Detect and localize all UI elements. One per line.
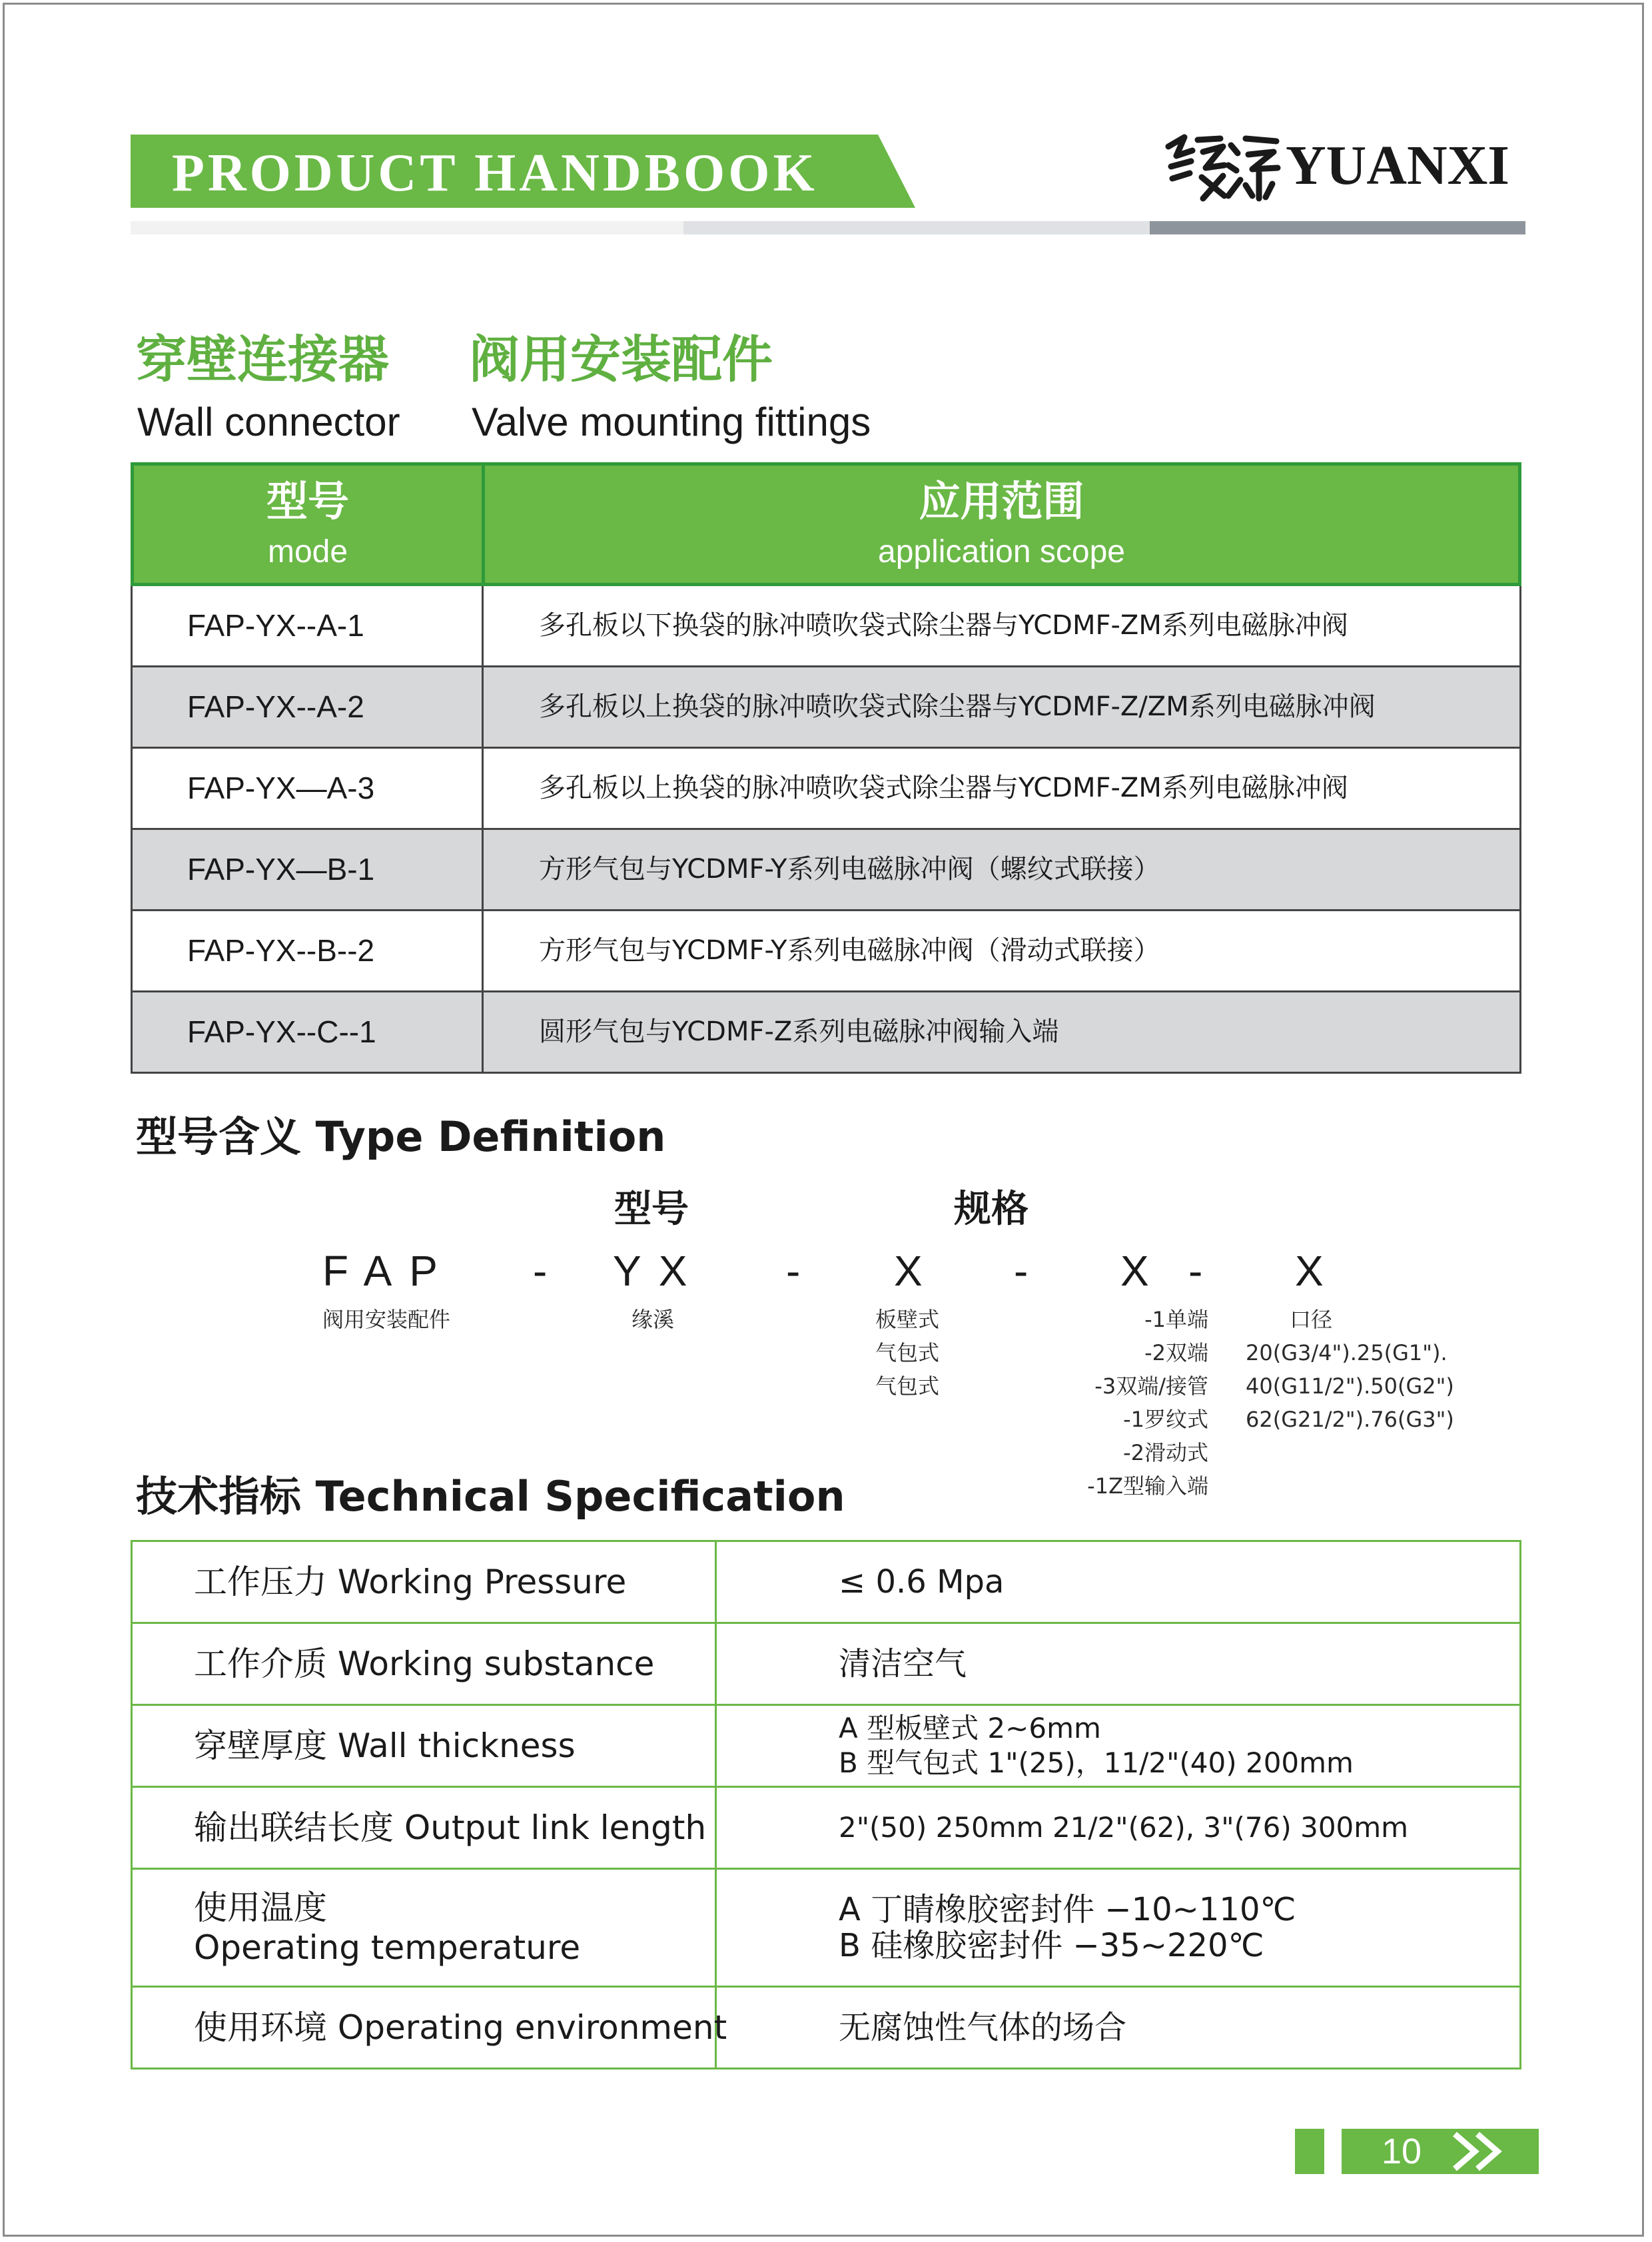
application-scope: 多孔板以下换袋的脉冲喷吹袋式除尘器与YCDMF-ZM系列电磁脉冲阀 xyxy=(539,610,1348,641)
type-desc-size-title: 口径 xyxy=(1290,1307,1333,1332)
type-desc-end-item: -2滑动式 xyxy=(1123,1440,1208,1465)
section-title-en-wall-connector: Wall connector xyxy=(137,400,400,444)
spec-label xyxy=(194,1706,576,1786)
column-divider xyxy=(715,1788,717,1868)
spec-label xyxy=(194,1788,706,1868)
column-divider xyxy=(715,1542,717,1622)
spec-value-line: A 丁睛橡胶密封件 −10~110℃ xyxy=(839,1891,1296,1928)
type-desc-size-item: 20(G3/4").25(G1"). xyxy=(1246,1340,1447,1365)
type-code-x-form: X xyxy=(894,1247,940,1295)
model-code: FAP-YX—B-1 xyxy=(187,852,375,887)
type-label-spec: 规格 xyxy=(954,1188,1029,1231)
table-row xyxy=(131,586,1521,667)
model-code: FAP-YX—A-3 xyxy=(187,771,375,805)
application-scope: 圆形气包与YCDMF-Z系列电磁脉冲阀输入端 xyxy=(539,1016,1059,1047)
header-title: PRODUCT HANDBOOK xyxy=(172,144,818,202)
type-code-dash: - xyxy=(1188,1247,1203,1295)
page-number: 10 xyxy=(1381,2131,1422,2171)
table-row xyxy=(133,1870,1519,1988)
header-divider-mid xyxy=(683,221,1150,234)
double-chevron-right-icon xyxy=(1446,2130,1539,2173)
header-scope-cn: 应用范围 xyxy=(919,477,1084,526)
model-code: FAP-YX--B--2 xyxy=(187,933,375,968)
section-title-cn-wall-connector: 穿壁连接器 xyxy=(136,330,389,389)
spec-label-line: Operating temperature xyxy=(194,1928,581,1967)
model-code: FAP-YX--C--1 xyxy=(187,1014,376,1049)
header-divider-dark xyxy=(1150,221,1525,234)
spec-value xyxy=(839,1870,1296,1986)
header-divider-light xyxy=(131,221,683,234)
brand-calligraphy-logo xyxy=(1159,127,1286,206)
type-desc-form xyxy=(875,1303,939,1403)
spec-label-line: 输出联结长度 Output link length xyxy=(194,1808,707,1847)
application-scope: 方形气包与YCDMF-Y系列电磁脉冲阀（滑动式联接） xyxy=(539,935,1160,966)
spec-value-line: ≤ 0.6 Mpa xyxy=(839,1563,1005,1601)
section-title-cn-valve-fittings: 阀用安装配件 xyxy=(469,330,773,389)
header-scope-en: application scope xyxy=(878,534,1125,569)
type-desc-form-item: 气包式 xyxy=(875,1340,940,1365)
header-mode-cn: 型号 xyxy=(266,477,349,526)
spec-label-line: 使用温度 xyxy=(194,1888,327,1927)
spec-value xyxy=(839,1988,1126,2067)
type-label-model: 型号 xyxy=(614,1188,689,1231)
type-desc-size xyxy=(1246,1303,1454,1436)
type-desc-form-item: 板壁式 xyxy=(875,1307,940,1332)
spec-value xyxy=(839,1788,1408,1868)
table-row xyxy=(131,830,1521,911)
table-row xyxy=(133,1788,1519,1870)
type-code-dash: - xyxy=(1014,1247,1029,1295)
table-row xyxy=(131,911,1521,992)
table-row xyxy=(131,992,1521,1074)
spec-label xyxy=(194,1988,727,2067)
header-mode-en: mode xyxy=(267,534,348,569)
type-desc-end-item: -2双端 xyxy=(1144,1340,1208,1365)
tech-spec-table xyxy=(131,1540,1521,2069)
section-title-en-valve-fittings: Valve mounting fittings xyxy=(472,400,871,444)
spec-value xyxy=(839,1706,1354,1786)
spec-label xyxy=(194,1542,626,1622)
table-row xyxy=(133,1706,1519,1788)
type-code-dash: - xyxy=(786,1247,801,1295)
spec-value-line: B 型气包式 1"(25)，11/2"(40) 200mm xyxy=(839,1746,1354,1779)
application-scope: 多孔板以上换袋的脉冲喷吹袋式除尘器与YCDMF-ZM系列电磁脉冲阀 xyxy=(539,773,1348,803)
model-code: FAP-YX--A-2 xyxy=(187,689,364,724)
application-scope: 多孔板以上换袋的脉冲喷吹袋式除尘器与YCDMF-Z/ZM系列电磁脉冲阀 xyxy=(539,691,1376,722)
type-desc-fap: 阀用安装配件 xyxy=(322,1307,451,1332)
column-divider xyxy=(482,667,484,747)
type-code-x-size: X xyxy=(1295,1247,1341,1295)
column-divider xyxy=(482,992,484,1072)
spec-label-line: 穿壁厚度 Wall thickness xyxy=(194,1726,576,1765)
model-table-header xyxy=(131,462,1521,586)
spec-value-line: A 型板壁式 2~6mm xyxy=(839,1712,1101,1744)
spec-value-line: B 硅橡胶密封件 −35~220℃ xyxy=(839,1927,1264,1964)
type-code-dash: - xyxy=(533,1247,548,1295)
tech-spec-heading: 技术指标 Technical Specification xyxy=(136,1472,845,1521)
type-code-fap: FAP xyxy=(322,1247,455,1295)
application-scope: 方形气包与YCDMF-Y系列电磁脉冲阀（螺纹式联接） xyxy=(539,854,1160,885)
type-desc-end-item: -1罗纹式 xyxy=(1123,1407,1208,1432)
table-row xyxy=(133,1988,1519,2067)
type-desc-size-item: 62(G21/2").76(G3") xyxy=(1246,1407,1454,1432)
spec-label xyxy=(194,1624,654,1704)
type-definition-heading: 型号含义 Type Definition xyxy=(136,1112,666,1161)
spec-value xyxy=(839,1542,1004,1622)
spec-label-line: 使用环境 Operating environment xyxy=(194,2008,727,2047)
spec-label-line: 工作介质 Working substance xyxy=(194,1645,655,1683)
spec-value-line: 无腐蚀性气体的场合 xyxy=(839,2009,1127,2046)
model-table xyxy=(131,462,1521,1074)
column-divider xyxy=(715,1706,717,1786)
type-desc-size-item: 40(G11/2").50(G2") xyxy=(1246,1373,1454,1399)
brand-logo xyxy=(1159,127,1532,206)
type-code-x-end: X xyxy=(1120,1247,1166,1295)
spec-label xyxy=(194,1870,580,1986)
type-desc-end xyxy=(1075,1303,1208,1503)
spec-label-line: 工作压力 Working Pressure xyxy=(194,1563,627,1601)
column-divider xyxy=(482,830,484,909)
type-desc-yx: 缘溪 xyxy=(631,1307,675,1332)
type-desc-end-item: -3双端/接管 xyxy=(1094,1373,1208,1399)
type-desc-end-item: -1Z型输入端 xyxy=(1087,1473,1208,1499)
column-divider xyxy=(482,749,484,828)
column-divider xyxy=(715,1624,717,1704)
type-code-yx: YX xyxy=(613,1247,705,1295)
spec-value xyxy=(839,1624,967,1704)
table-row xyxy=(131,749,1521,830)
column-divider xyxy=(482,586,484,665)
table-row xyxy=(131,667,1521,749)
type-desc-end-item: -1单端 xyxy=(1144,1307,1208,1332)
model-code: FAP-YX--A-1 xyxy=(187,608,364,643)
footer-accent-block xyxy=(1295,2129,1324,2174)
table-row xyxy=(133,1624,1519,1706)
spec-value-line: 清洁空气 xyxy=(839,1645,967,1682)
table-row xyxy=(133,1542,1519,1624)
spec-value-line: 2"(50) 250mm 21/2"(62), 3"(76) 300mm xyxy=(839,1811,1409,1844)
brand-name: YUANXI xyxy=(1286,135,1509,196)
column-divider xyxy=(482,911,484,990)
column-divider xyxy=(715,1870,717,1986)
type-desc-form-item: 气包式 xyxy=(875,1373,940,1399)
